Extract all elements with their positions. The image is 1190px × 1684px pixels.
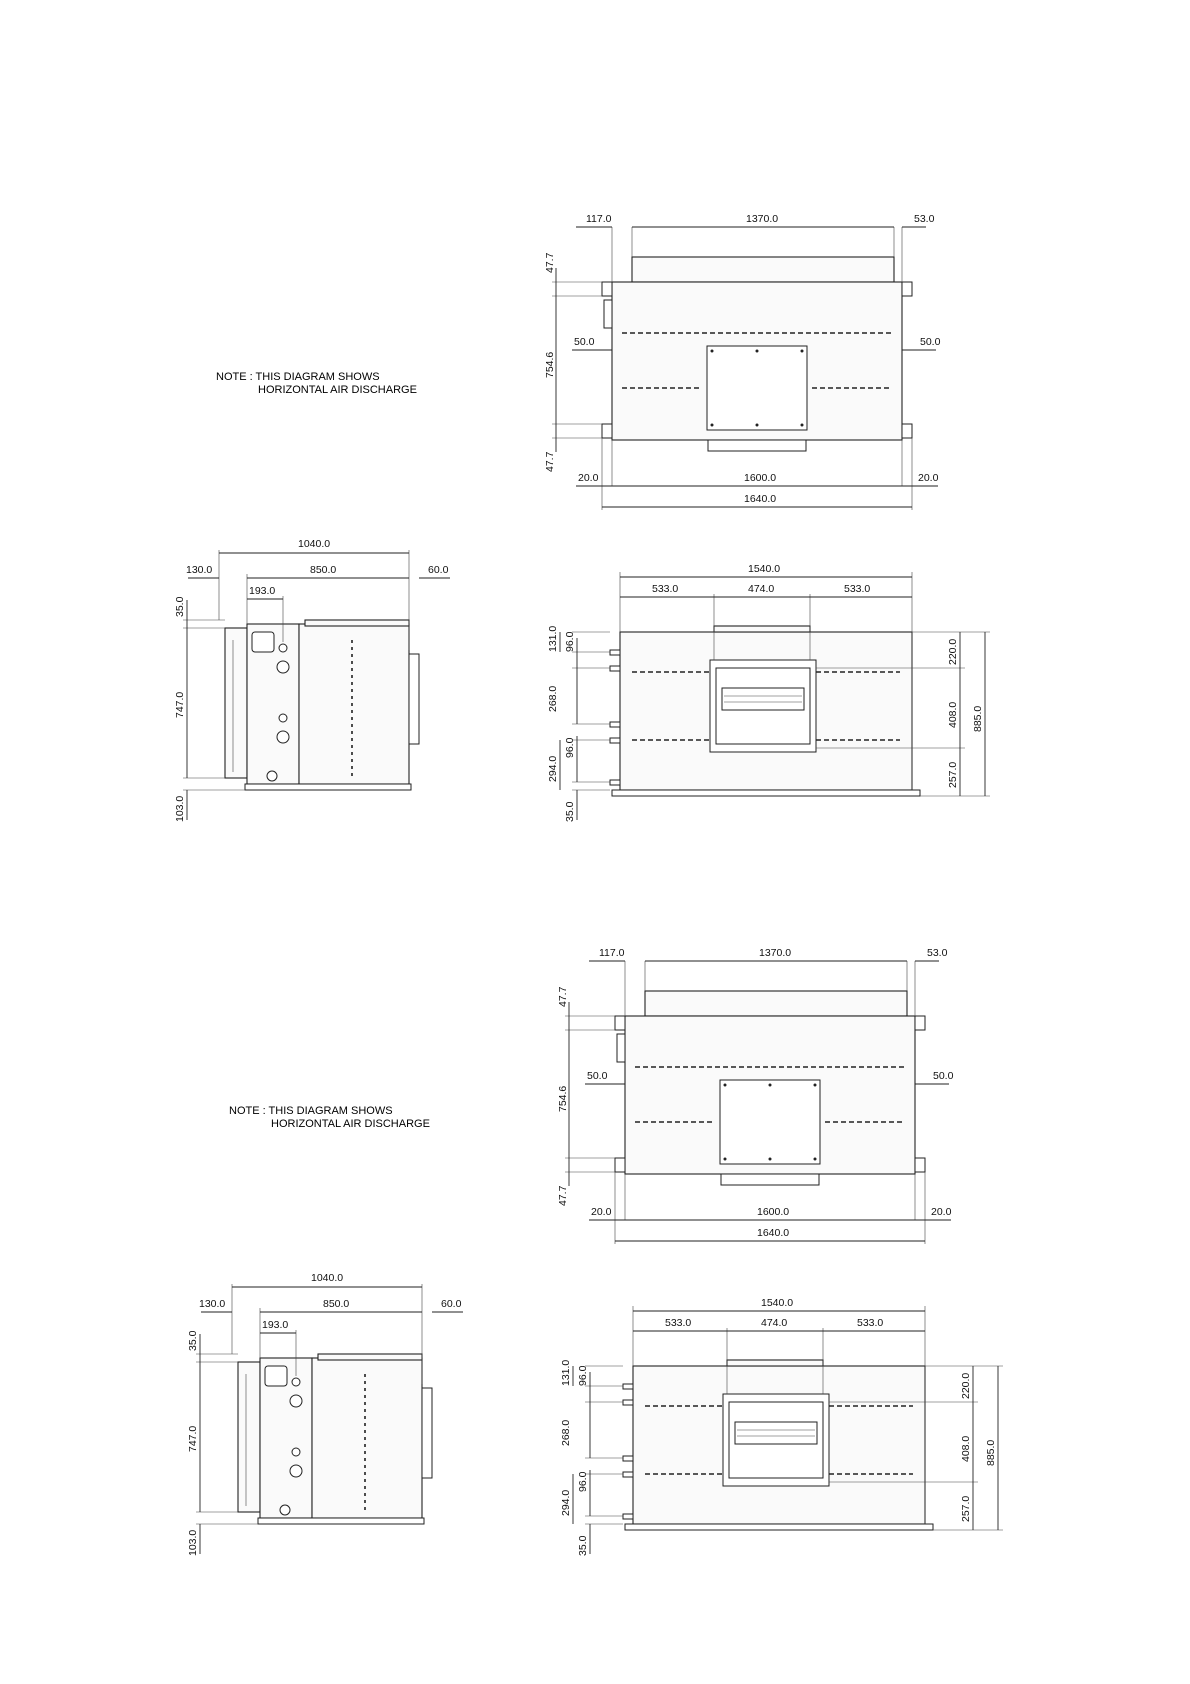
dim-257: 257.0 [960, 1495, 972, 1522]
dim-130: 130.0 [199, 1298, 226, 1310]
dim-131: 131.0 [547, 625, 559, 652]
dim-1370: 1370.0 [759, 947, 792, 959]
dim-474: 474.0 [761, 1317, 788, 1329]
dim-747: 747.0 [174, 691, 186, 718]
dim-885: 885.0 [972, 705, 984, 732]
drawing-set-2 [187, 947, 1003, 1556]
dim-35: 35.0 [174, 596, 186, 617]
dim-47-7-top: 47.7 [557, 986, 569, 1007]
dim-60: 60.0 [428, 564, 449, 576]
dim-20-right: 20.0 [931, 1206, 952, 1218]
dim-294: 294.0 [560, 1489, 572, 1516]
dim-754-6: 754.6 [544, 351, 556, 378]
note-line-2: HORIZONTAL AIR DISCHARGE [271, 1118, 430, 1130]
dim-533-left: 533.0 [665, 1317, 692, 1329]
dim-50-right: 50.0 [933, 1070, 954, 1082]
dim-220: 220.0 [947, 638, 959, 665]
dim-268: 268.0 [547, 685, 559, 712]
dim-50-left: 50.0 [587, 1070, 608, 1082]
front-view [573, 1306, 1003, 1554]
dim-294: 294.0 [547, 755, 559, 782]
side-view [196, 1284, 463, 1554]
dim-1040: 1040.0 [298, 538, 331, 550]
dim-47-7-bottom: 47.7 [544, 451, 556, 472]
dim-1600: 1600.0 [744, 472, 777, 484]
dim-1540: 1540.0 [761, 1297, 794, 1309]
dim-103: 103.0 [187, 1529, 199, 1556]
dim-408: 408.0 [947, 701, 959, 728]
dim-96-bottom: 96.0 [564, 737, 576, 758]
dim-35-front: 35.0 [577, 1535, 589, 1556]
dim-533-left: 533.0 [652, 583, 679, 595]
dim-96-top: 96.0 [577, 1365, 589, 1386]
dim-20-left: 20.0 [578, 472, 599, 484]
dim-754-6: 754.6 [557, 1085, 569, 1112]
side-view [183, 550, 450, 820]
dim-193: 193.0 [262, 1319, 289, 1331]
dim-35-front: 35.0 [564, 801, 576, 822]
note-line-2: HORIZONTAL AIR DISCHARGE [258, 384, 417, 396]
dim-35: 35.0 [187, 1330, 199, 1351]
dim-103: 103.0 [174, 795, 186, 822]
note-line-1: NOTE : THIS DIAGRAM SHOWS [216, 371, 380, 383]
dim-1640: 1640.0 [757, 1227, 790, 1239]
dim-533-right: 533.0 [857, 1317, 884, 1329]
dim-1540: 1540.0 [748, 563, 781, 575]
dim-53: 53.0 [927, 947, 948, 959]
drawing-set-1 [174, 213, 990, 822]
dim-533-right: 533.0 [844, 583, 871, 595]
dim-885: 885.0 [985, 1439, 997, 1466]
dim-474: 474.0 [748, 583, 775, 595]
dim-117: 117.0 [586, 213, 612, 225]
dim-850: 850.0 [310, 564, 337, 576]
dim-60: 60.0 [441, 1298, 462, 1310]
dim-47-7-top: 47.7 [544, 252, 556, 273]
dim-193: 193.0 [249, 585, 276, 597]
dim-50-right: 50.0 [920, 336, 941, 348]
dim-47-7-bottom: 47.7 [557, 1185, 569, 1206]
dim-1600: 1600.0 [757, 1206, 790, 1218]
dim-53: 53.0 [914, 213, 935, 225]
dim-408: 408.0 [960, 1435, 972, 1462]
dim-220: 220.0 [960, 1372, 972, 1399]
dim-850: 850.0 [323, 1298, 350, 1310]
dim-1040: 1040.0 [311, 1272, 344, 1284]
dim-96-bottom: 96.0 [577, 1471, 589, 1492]
note-line-1: NOTE : THIS DIAGRAM SHOWS [229, 1105, 393, 1117]
dim-268: 268.0 [560, 1419, 572, 1446]
dim-117: 117.0 [599, 947, 625, 959]
top-view [552, 227, 938, 510]
dim-50-left: 50.0 [574, 336, 595, 348]
dim-96-top: 96.0 [564, 631, 576, 652]
dim-1640: 1640.0 [744, 493, 777, 505]
dim-1370: 1370.0 [746, 213, 779, 225]
dim-130: 130.0 [186, 564, 213, 576]
top-view [565, 961, 951, 1244]
dim-20-left: 20.0 [591, 1206, 612, 1218]
dim-131: 131.0 [560, 1359, 572, 1386]
front-view [560, 572, 990, 820]
dim-257: 257.0 [947, 761, 959, 788]
dim-747: 747.0 [187, 1425, 199, 1452]
dim-20-right: 20.0 [918, 472, 939, 484]
